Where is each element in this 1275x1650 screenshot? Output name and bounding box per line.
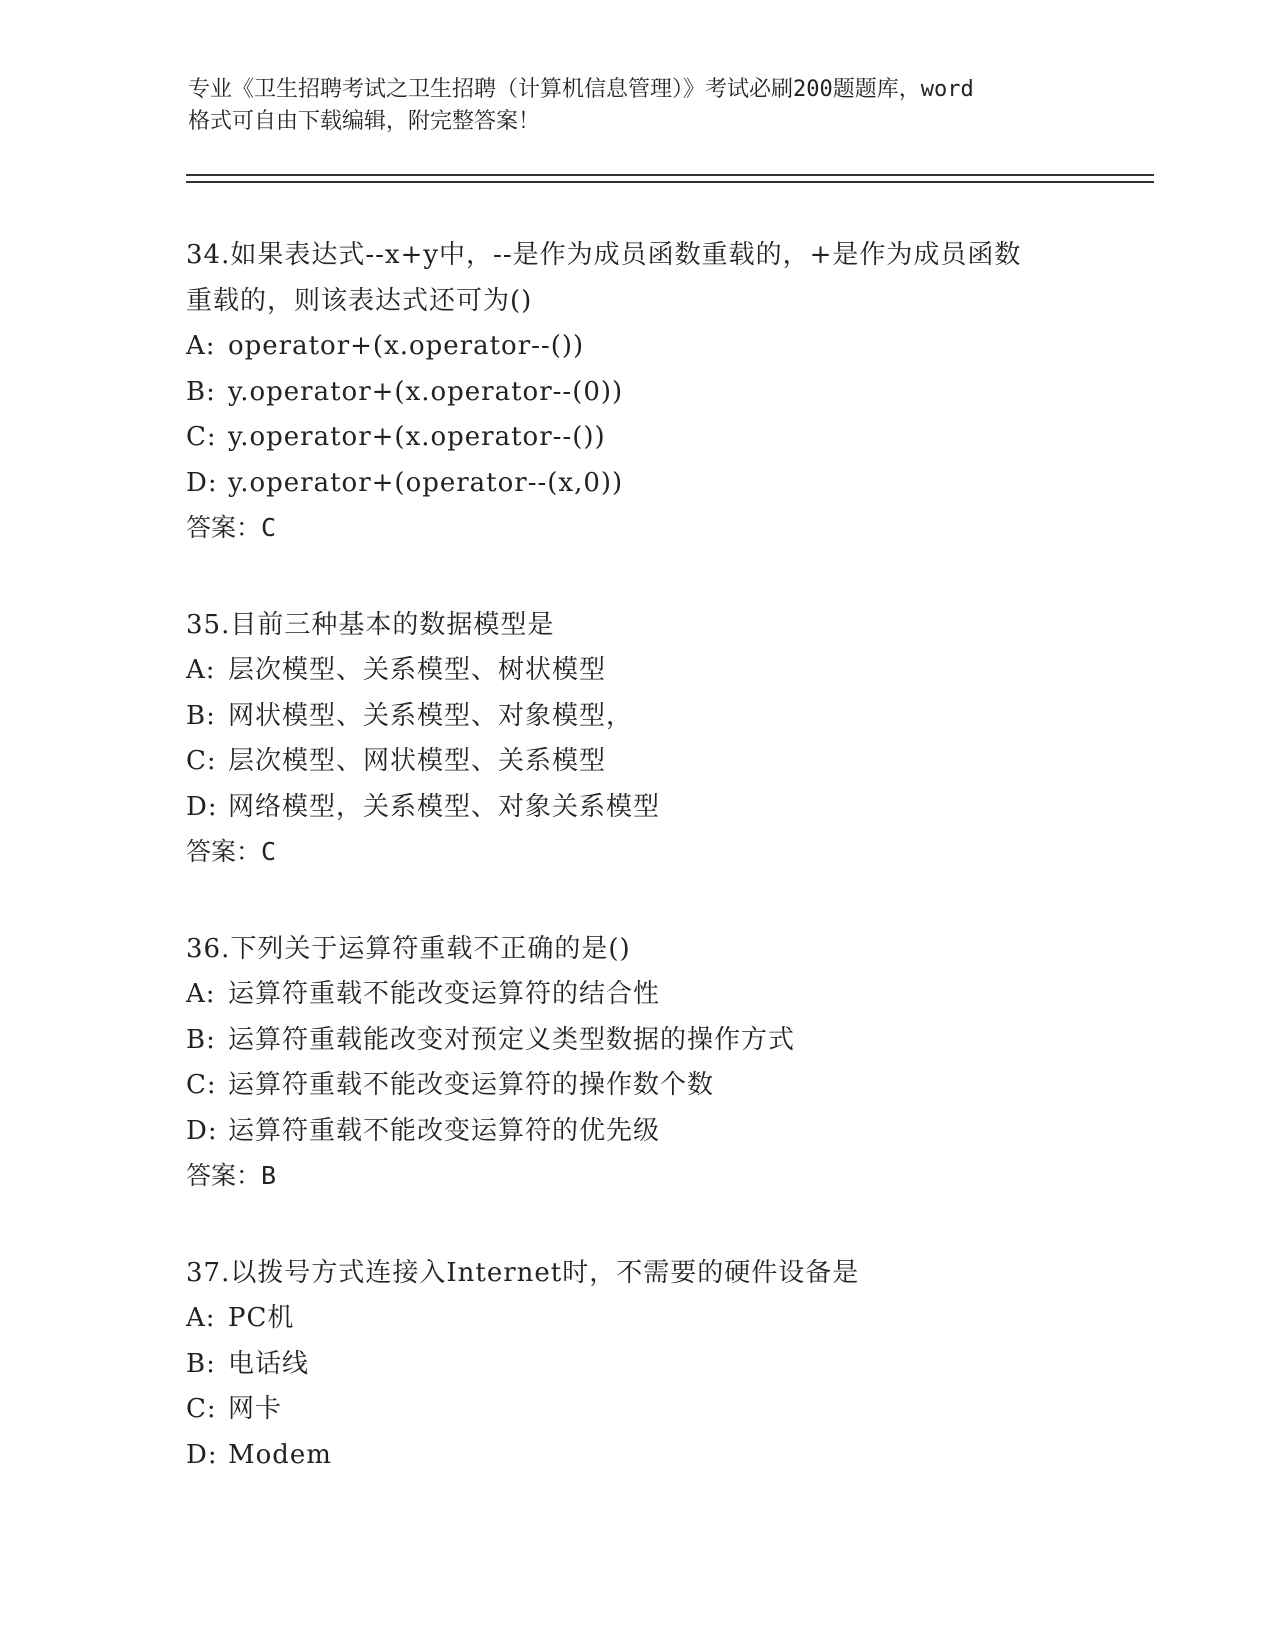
question-list xyxy=(186,232,1146,1530)
question-34-option-c xyxy=(186,415,1146,461)
question-36 xyxy=(186,926,1146,1198)
option-text: y.operator+(operator--(x,0)) xyxy=(228,467,624,498)
option-label: D: xyxy=(186,1115,218,1146)
header-divider-top xyxy=(186,174,1154,176)
question-36-option-d xyxy=(186,1109,1146,1155)
question-34-stem-line-1: 34.如果表达式--x+y中，--是作为成员函数重载的，+是作为成员函数 xyxy=(186,240,1022,270)
option-text: y.operator+(x.operator--(0)) xyxy=(228,376,624,407)
option-text: operator+(x.operator--()) xyxy=(228,331,585,361)
question-34-answer: 答案：C xyxy=(186,513,277,542)
question-35-option-b xyxy=(186,694,1146,740)
question-35-option-d xyxy=(186,785,1146,831)
document-header xyxy=(188,74,1088,138)
option-label: B: xyxy=(186,1348,216,1379)
question-37-stem: 37.以拨号方式连接入Internet时，不需要的硬件设备是 xyxy=(186,1258,860,1288)
option-label: B: xyxy=(186,1024,216,1055)
question-35-answer: 答案：C xyxy=(186,837,277,866)
option-text: 层次模型、网状模型、关系模型 xyxy=(228,746,607,776)
option-text: y.operator+(x.operator--()) xyxy=(228,422,606,452)
question-35-stem: 35.目前三种基本的数据模型是 xyxy=(186,610,555,640)
question-36-option-b xyxy=(186,1018,1146,1064)
option-label: D: xyxy=(186,791,218,822)
option-text: 网状模型、关系模型、对象模型， xyxy=(228,700,634,731)
option-text: 电话线 xyxy=(228,1348,310,1379)
question-34 xyxy=(186,232,1146,550)
question-37-option-d xyxy=(186,1433,1146,1479)
option-text: 运算符重载不能改变运算符的优先级 xyxy=(228,1115,661,1146)
option-label: C: xyxy=(186,746,217,776)
option-text: Modem xyxy=(228,1439,332,1470)
question-35 xyxy=(186,602,1146,874)
option-text: 运算符重载不能改变运算符的操作数个数 xyxy=(228,1070,715,1100)
option-label: A: xyxy=(186,331,216,361)
option-label: B: xyxy=(186,376,216,407)
question-34-option-d xyxy=(186,461,1146,507)
question-34-option-b xyxy=(186,370,1146,416)
option-text: PC机 xyxy=(228,1303,295,1333)
question-36-answer: 答案：B xyxy=(186,1161,277,1190)
option-label: A: xyxy=(186,1303,216,1333)
option-text: 网卡 xyxy=(228,1394,283,1424)
question-37-option-a xyxy=(186,1296,1146,1342)
option-text: 网络模型，关系模型、对象关系模型 xyxy=(228,791,661,822)
option-label: D: xyxy=(186,467,218,498)
option-label: C: xyxy=(186,1394,217,1424)
question-35-option-c xyxy=(186,739,1146,785)
option-label: A: xyxy=(186,979,216,1009)
question-36-stem: 36.下列关于运算符重载不正确的是() xyxy=(186,934,631,964)
header-line-1: 专业《卫生招聘考试之卫生招聘（计算机信息管理）》考试必刷200题题库，word xyxy=(188,77,974,102)
option-text: 运算符重载能改变对预定义类型数据的操作方式 xyxy=(228,1024,796,1055)
option-label: C: xyxy=(186,1070,217,1100)
question-36-option-a xyxy=(186,972,1146,1018)
question-36-option-c xyxy=(186,1063,1146,1109)
question-35-option-a xyxy=(186,648,1146,694)
question-34-stem-line-2: 重载的，则该表达式还可为() xyxy=(186,286,533,316)
option-label: B: xyxy=(186,700,216,731)
question-37 xyxy=(186,1250,1146,1478)
option-label: A: xyxy=(186,655,216,685)
question-34-option-a xyxy=(186,324,1146,370)
option-text: 运算符重载不能改变运算符的结合性 xyxy=(228,979,661,1009)
option-label: D: xyxy=(186,1439,218,1470)
header-line-2: 格式可自由下载编辑，附完整答案！ xyxy=(188,109,541,134)
question-37-option-c xyxy=(186,1387,1146,1433)
question-37-option-b xyxy=(186,1342,1146,1388)
option-text: 层次模型、关系模型、树状模型 xyxy=(228,655,607,685)
option-label: C: xyxy=(186,422,217,452)
header-divider-bottom xyxy=(186,181,1154,183)
